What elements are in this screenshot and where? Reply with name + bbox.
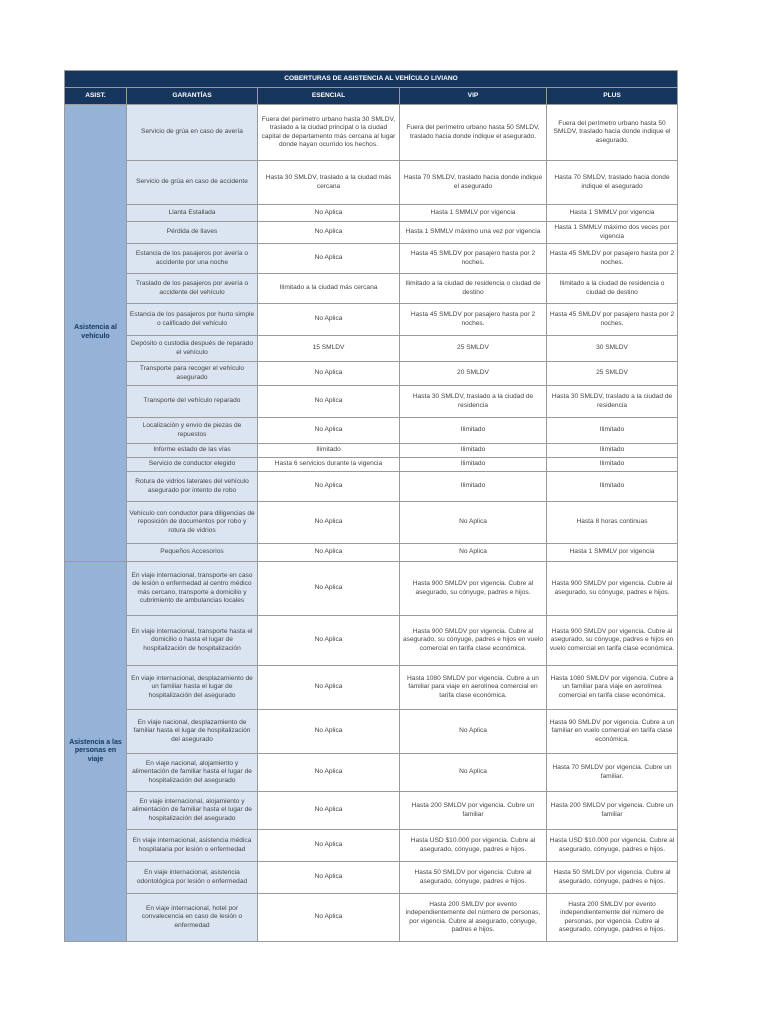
table-row <box>65 244 678 274</box>
garantia-cell: En viaje internacional, alojamiento y alimentación de familiar hasta el lugar de hospitalización del asegurado <box>127 792 258 830</box>
vip-cell: Hasta 45 SMLDV por pasajero hasta por 2 noches. <box>400 304 547 336</box>
esencial-cell: No Aplica <box>258 754 400 792</box>
esencial-cell: No Aplica <box>258 862 400 894</box>
garantia-cell: Transporte para recoger el vehículo asegurado <box>127 362 258 386</box>
vip-cell: Fuera del perímetro urbano hasta 50 SMLDV, traslado hacia donde indique el asegurado. <box>400 105 547 161</box>
vip-cell: No Aplica <box>400 710 547 754</box>
plus-cell: Ilimitado a la ciudad de residencia o ciudad de destino <box>547 274 678 304</box>
header-plus: PLUS <box>547 88 678 105</box>
vip-cell: Hasta 1 SMMLV por vigencia <box>400 205 547 222</box>
plus-cell: Hasta 900 SMLDV por vigencia. Cubre al asegurado, su cónyuge, padres e hijos. <box>547 562 678 616</box>
table-row <box>65 444 678 458</box>
esencial-cell: Hasta 6 servicios durante la vigencia <box>258 458 400 472</box>
vip-cell: Ilimitado <box>400 458 547 472</box>
table-row <box>65 386 678 418</box>
plus-cell: Hasta 1080 SMLDV por vigencia. Cubre a un familiar para viaje en aerolínea comercial en tarifa clase económica. <box>547 666 678 710</box>
esencial-cell: No Aplica <box>258 418 400 444</box>
vip-cell: Hasta 900 SMLDV por vigencia. Cubre al asegurado, su cónyuge, padres e hijos en vuelo comercial en tarifa clase económica. <box>400 616 547 666</box>
garantia-cell: Servicio de conductor elegido <box>127 458 258 472</box>
vip-cell: Ilimitado <box>400 472 547 502</box>
plus-cell: Hasta 1 SMMLV por vigencia <box>547 205 678 222</box>
plus-cell: Ilimitado <box>547 418 678 444</box>
header-asist: ASIST. <box>65 88 127 105</box>
plus-cell: Hasta USD $10.000 por vigencia. Cubre al asegurado, cónyuge, padres e hijos. <box>547 830 678 862</box>
garantia-cell: En viaje internacional, transporte hasta el domicilio o hasta el lugar de hospitalización de hospitalización <box>127 616 258 666</box>
header-esencial: ESENCIAL <box>258 88 400 105</box>
vip-cell: Hasta 200 SMLDV por vigencia. Cubre un familiar <box>400 792 547 830</box>
esencial-cell: No Aplica <box>258 386 400 418</box>
table-row <box>65 562 678 616</box>
vip-cell: Ilimitado a la ciudad de residencia o ciudad de destino <box>400 274 547 304</box>
plus-cell: Hasta 45 SMLDV por pasajero hasta por 2 noches. <box>547 304 678 336</box>
vip-cell: No Aplica <box>400 544 547 562</box>
table-row <box>65 472 678 502</box>
group-label: Asistencia al vehículo <box>65 105 127 562</box>
plus-cell: Hasta 1 SMMLV por vigencia <box>547 544 678 562</box>
garantia-cell: En viaje internacional, desplazamiento de un familiar hasta el lugar de hospitalización del asegurado <box>127 666 258 710</box>
header-vip: VIP <box>400 88 547 105</box>
esencial-cell: No Aplica <box>258 304 400 336</box>
plus-cell: Hasta 70 SMLDV por vigencia. Cubre un familiar. <box>547 754 678 792</box>
plus-cell: Hasta 8 horas continuas <box>547 502 678 544</box>
garantia-cell: En viaje nacional, alojamiento y alimentación de familiar hasta el lugar de hospitalización del asegurado <box>127 754 258 792</box>
vip-cell: Ilimitado <box>400 418 547 444</box>
table-row <box>65 205 678 222</box>
garantia-cell: Traslado de los pasajeros por avería o accidente del vehículo <box>127 274 258 304</box>
esencial-cell: 15 SMLDV <box>258 336 400 362</box>
table-row <box>65 458 678 472</box>
table-row <box>65 222 678 244</box>
plus-cell: Ilimitado <box>547 444 678 458</box>
garantia-cell: En viaje internacional, asistencia odontológica por lesión o enfermedad <box>127 862 258 894</box>
plus-cell: 30 SMLDV <box>547 336 678 362</box>
vip-cell: Hasta USD $10.000 por vigencia. Cubre al asegurado, cónyuge, padres e hijos. <box>400 830 547 862</box>
garantia-cell: Localización y envío de piezas de repuestos <box>127 418 258 444</box>
plus-cell: Hasta 70 SMLDV, traslado hacia donde indique el asegurado <box>547 161 678 205</box>
table-row <box>65 274 678 304</box>
vip-cell: Hasta 70 SMLDV, traslado hacia donde indique el asegurado <box>400 161 547 205</box>
group-label: Asistencia a las personas en viaje <box>65 562 127 942</box>
garantia-cell: Estancia de los pasajeros por avería o accidente por una noche <box>127 244 258 274</box>
garantia-cell: Rotura de vidrios laterales del vehículo asegurado por intento de robo <box>127 472 258 502</box>
vip-cell: Hasta 50 SMLDV por vigencia. Cubre al asegurado, cónyuge, padres e hijos. <box>400 862 547 894</box>
garantia-cell: En viaje nacional, desplazamiento de familiar hasta el lugar de hospitalización del asegurado <box>127 710 258 754</box>
table-body <box>65 105 678 942</box>
plus-cell: Fuera del perímetro urbano hasta 50 SMLDV, traslado hacia donde indique el asegurado. <box>547 105 678 161</box>
esencial-cell: No Aplica <box>258 616 400 666</box>
garantia-cell: Pérdida de llaves <box>127 222 258 244</box>
table-row <box>65 710 678 754</box>
garantia-cell: Servicio de grúa en caso de avería <box>127 105 258 161</box>
table-row <box>65 502 678 544</box>
esencial-cell: Fuera del perímetro urbano hasta 30 SMLDV, traslado a la ciudad principal o la ciudad capital de departamento más cercana al lugar donde hayan ocurrido los hechos. <box>258 105 400 161</box>
vip-cell: Hasta 900 SMLDV por vigencia. Cubre al asegurado, su cónyuge, padres e hijos. <box>400 562 547 616</box>
vip-cell: 20 SMLDV <box>400 362 547 386</box>
garantia-cell: Informe estado de las vías <box>127 444 258 458</box>
esencial-cell: No Aplica <box>258 666 400 710</box>
plus-cell: Ilimitado <box>547 458 678 472</box>
esencial-cell: No Aplica <box>258 502 400 544</box>
esencial-cell: Ilimitado a la ciudad más cercana <box>258 274 400 304</box>
table-row <box>65 105 678 161</box>
garantia-cell: Vehículo con conductor para diligencias de reposición de documentos por robo y rotura de vidrios <box>127 502 258 544</box>
table-row <box>65 862 678 894</box>
plus-cell: Hasta 900 SMLDV por vigencia. Cubre al asegurado, su cónyuge, padres e hijos en vuelo comercial en tarifa clase económica. <box>547 616 678 666</box>
plus-cell: Hasta 30 SMLDV, traslado a la ciudad de residencia <box>547 386 678 418</box>
vip-cell: 25 SMLDV <box>400 336 547 362</box>
esencial-cell: No Aplica <box>258 792 400 830</box>
vip-cell: Hasta 200 SMLDV por evento independientemente del número de personas, por vigencia. Cubre al asegurado, cónyuge, padres e hijos. <box>400 894 547 942</box>
plus-cell: Hasta 90 SMLDV por vigencia. Cubre a un familiar en vuelo comercial en tarifa clase económica. <box>547 710 678 754</box>
coverage-table <box>64 70 678 942</box>
vip-cell: Hasta 1080 SMLDV por vigencia. Cubre a un familiar para viaje en aerolínea comercial en tarifa clase económica. <box>400 666 547 710</box>
esencial-cell: No Aplica <box>258 830 400 862</box>
vip-cell: Ilimitado <box>400 444 547 458</box>
esencial-cell: No Aplica <box>258 244 400 274</box>
table-row <box>65 161 678 205</box>
vip-cell: Hasta 45 SMLDV por pasajero hasta por 2 noches. <box>400 244 547 274</box>
table-row <box>65 830 678 862</box>
garantia-cell: En viaje internacional, hotel por convalecencia en caso de lesión o enfermedad <box>127 894 258 942</box>
plus-cell: Ilimitado <box>547 472 678 502</box>
esencial-cell: No Aplica <box>258 544 400 562</box>
garantia-cell: En viaje internacional, transporte en caso de lesión o enfermedad al centro médico más cercano, transporte a domicilio y cubrimiento de ambulancias locales <box>127 562 258 616</box>
table-row <box>65 304 678 336</box>
esencial-cell: No Aplica <box>258 472 400 502</box>
table-row <box>65 544 678 562</box>
esencial-cell: No Aplica <box>258 205 400 222</box>
esencial-cell: No Aplica <box>258 222 400 244</box>
esencial-cell: Ilimitado <box>258 444 400 458</box>
garantia-cell: Llanta Estallada <box>127 205 258 222</box>
vip-cell: No Aplica <box>400 502 547 544</box>
esencial-cell: Hasta 30 SMLDV, traslado a la ciudad más cercana <box>258 161 400 205</box>
vip-cell: Hasta 1 SMMLV máximo una vez por vigencia <box>400 222 547 244</box>
table-row <box>65 792 678 830</box>
garantia-cell: Depósito o custodia después de reparado el vehículo <box>127 336 258 362</box>
table-row <box>65 666 678 710</box>
table-row <box>65 894 678 942</box>
table-row <box>65 362 678 386</box>
esencial-cell: No Aplica <box>258 710 400 754</box>
table-row <box>65 418 678 444</box>
plus-cell: Hasta 1 SMMLV máximo dos veces por vigencia <box>547 222 678 244</box>
garantia-cell: Transporte del vehículo reparado <box>127 386 258 418</box>
table-row <box>65 754 678 792</box>
esencial-cell: No Aplica <box>258 894 400 942</box>
table-title: COBERTURAS DE ASISTENCIA AL VEHÍCULO LIVIANO <box>65 71 678 88</box>
garantia-cell: Estancia de los pasajeros por hurto simple o calificado del vehículo <box>127 304 258 336</box>
garantia-cell: Servicio de grúa en caso de accidente <box>127 161 258 205</box>
plus-cell: Hasta 50 SMLDV por vigencia. Cubre al asegurado, cónyuge, padres e hijos. <box>547 862 678 894</box>
table-row <box>65 616 678 666</box>
plus-cell: Hasta 200 SMLDV por evento independientemente del número de personas, por vigencia. Cubre al asegurado, cónyuge, padres e hijos. <box>547 894 678 942</box>
esencial-cell: No Aplica <box>258 362 400 386</box>
vip-cell: No Aplica <box>400 754 547 792</box>
garantia-cell: Pequeños Accesorios <box>127 544 258 562</box>
table-row <box>65 336 678 362</box>
plus-cell: Hasta 200 SMLDV por vigencia. Cubre un familiar <box>547 792 678 830</box>
vip-cell: Hasta 30 SMLDV, traslado a la ciudad de residencia <box>400 386 547 418</box>
garantia-cell: En viaje internacional, asistencia médica hospitalaria por lesión o enfermedad <box>127 830 258 862</box>
esencial-cell: No Aplica <box>258 562 400 616</box>
plus-cell: Hasta 45 SMLDV por pasajero hasta por 2 noches. <box>547 244 678 274</box>
header-garantias: GARANTÍAS <box>127 88 258 105</box>
plus-cell: 25 SMLDV <box>547 362 678 386</box>
